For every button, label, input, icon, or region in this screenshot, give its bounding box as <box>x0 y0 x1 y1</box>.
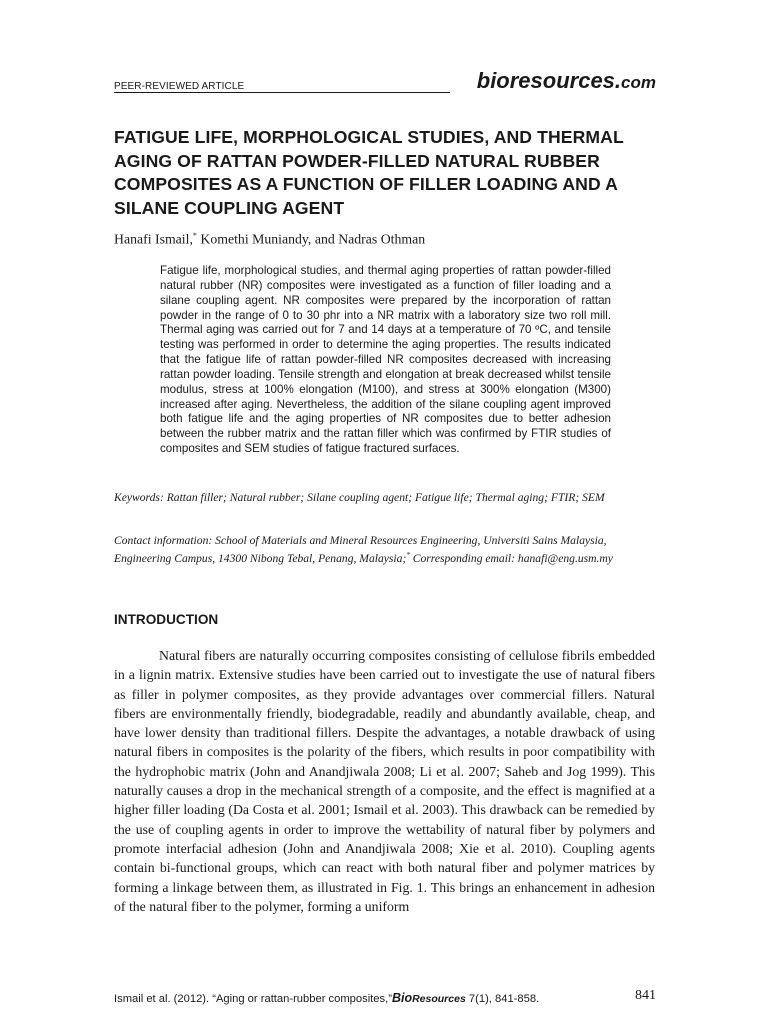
article-title: FATIGUE LIFE, MORPHOLOGICAL STUDIES, AND THERMAL AGING OF RATTAN POWDER-FILLED NATURAL RUBBER COMPOSITES AS A FUNCTION OF FILLER LOADING AND A SILANE COUPLING AGENT <box>114 127 624 218</box>
contact-information <box>114 533 650 566</box>
citation-journal <box>392 991 466 1005</box>
co-authors: Komethi Muniandy, and Nadras Othman <box>196 231 426 247</box>
footer-citation <box>114 991 539 1005</box>
corresponding-mark: * <box>192 231 197 240</box>
contact-affiliation: Contact information: School of Materials and Mineral Resources Engineering, Universiti Sains Malaysia, Engineering Campus, 14300 Nibong Tebal, Penang, Malaysia; <box>114 534 607 565</box>
running-header <box>114 62 658 94</box>
article-type-label: PEER-REVIEWED ARTICLE <box>114 81 245 92</box>
journal-resources: Resources <box>412 993 466 1005</box>
abstract: Fatigue life, morphological studies, and thermal aging properties of rattan powder-filled natural rubber (NR) composites were investigated as a function of filler loading and a silane coupling agent. NR composites were prepared by the incorporation of rattan powder in the range of 0 to 30 phr into a NR matrix with a laboratory size two roll mill. Thermal aging was carried out for 7 and 14 days at a temperature of 70 ºC, and tensile testing was performed in order to determine the aging properties. The results indicated that the fatigue life of rattan powder-filled NR composites decreased with increasing rattan powder loading. Tensile strength and elongation at break decreased whilst tensile modulus, stress at 100% elongation (M100), and stress at 300% elongation (M300) increased after aging. Nevertheless, the addition of the silane coupling agent improved both fatigue life and the aging properties of NR composites due to better adhesion between the rubber matrix and the rattan filler which was confirmed by FTIR studies of composites and SEM studies of fatigue fractured surfaces. <box>160 264 611 456</box>
contact-mark: * <box>406 551 410 559</box>
citation-prefix: Ismail et al. (2012). “Aging or rattan-rubber composites,” <box>114 993 392 1005</box>
author-corresponding: Hanafi Ismail, <box>114 231 193 247</box>
citation-suffix: 7(1), 841-858. <box>465 993 540 1005</box>
page-number: 841 <box>635 988 656 1003</box>
keywords: Keywords: Rattan filler; Natural rubber; Silane coupling agent; Fatigue life; Thermal aging; FTIR; SEM <box>114 491 605 504</box>
journal-brand-name: bioresources. <box>476 68 622 93</box>
introduction-paragraph: Natural fibers are naturally occurring composites consisting of cellulose fibrils embedded in a lignin matrix. Extensive studies have been carried out to investigate the use of natural fibers as filler in polymer composites, as they provide advantages over commercial fillers. Natural fibers are environmentally friendly, biodegradable, readily and abundantly available, cheap, and have lower density than traditional fillers. Despite the advantages, a notable drawback of using natural fibers in composites is the polarity of the fibers, which results in poor compatibility with the hydrophobic matrix (John and Anandjiwala 2008; Li et al. 2007; Saheb and Jog 1999). This naturally causes a drop in the mechanical strength of a composite, and the effect is magnified at a higher filler loading (Da Costa et al. 2001; Ismail et al. 2003). This drawback can be remedied by the use of coupling agents in order to improve the wettability of natural fiber by polymers and promote interfacial adhesion (John and Anandjiwala 2008; Xie et al. 2010). Coupling agents contain bi-functional groups, which can react with both natural fiber and polymer matrices by forming a linkage between them, as illustrated in Fig. 1. This brings an enhancement in adhesion of the natural fiber to the polymer, forming a uniform <box>114 648 655 914</box>
journal-brand-suffix: com <box>621 73 656 92</box>
header-rule <box>114 92 450 93</box>
journal-bio: Bio <box>391 991 413 1005</box>
contact-email: Corresponding email: hanafi@eng.usm.my <box>409 551 613 565</box>
running-footer <box>114 987 656 1007</box>
section-heading-introduction: INTRODUCTION <box>114 612 219 627</box>
journal-brand <box>477 68 656 94</box>
author-list <box>114 231 654 248</box>
